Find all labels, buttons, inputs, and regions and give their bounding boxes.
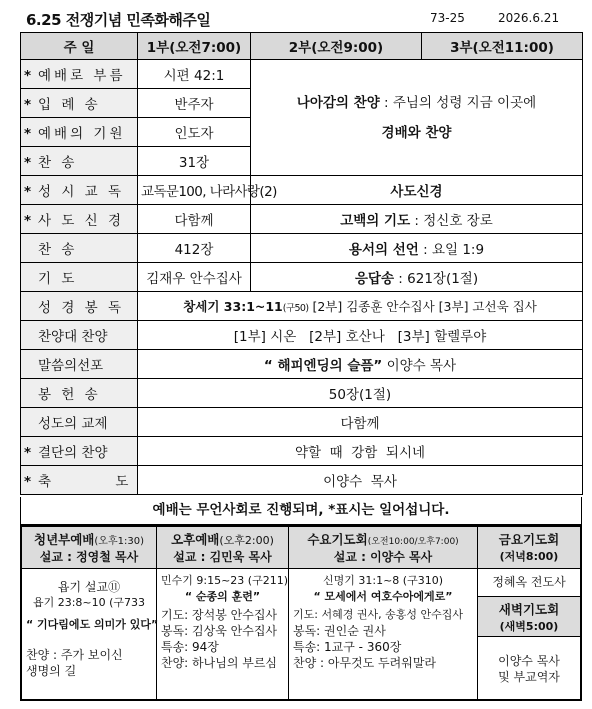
label-entrance-hymn: * 입 례 송 bbox=[21, 89, 138, 118]
wednesday-service-header: 수요기도회(오전10:00/오후7:00) 설교 : 이양수 목사 bbox=[289, 527, 477, 569]
label-fellowship: 성도의 교제 bbox=[21, 408, 138, 437]
label-responsive-reading: * 성 시 교 독 bbox=[21, 176, 138, 205]
label-prayer: 기 도 bbox=[21, 263, 138, 292]
label-choir: 찬양대 찬양 bbox=[21, 321, 138, 350]
declaration-of-forgiveness: 용서의 선언 : 요일 1:9 bbox=[251, 234, 583, 263]
value-offering: 50장(1절) bbox=[138, 379, 583, 408]
value-fellowship: 다함께 bbox=[138, 408, 583, 437]
value-opening-prayer: 인도자 bbox=[138, 118, 251, 147]
row-call-to-worship bbox=[21, 60, 583, 89]
value-hymn-1: 31장 bbox=[138, 147, 251, 176]
issue-number: 73-25 bbox=[430, 11, 465, 25]
youth-service-header: 청년부예배(오후1:30) 설교 : 정영철 목사 bbox=[22, 527, 156, 569]
row-decision-song bbox=[21, 437, 583, 466]
youth-preacher: 설교 : 정영철 목사 bbox=[39, 550, 139, 564]
label-apostles-creed: * 사 도 신 경 bbox=[21, 205, 138, 234]
row-apostles-creed bbox=[21, 205, 583, 234]
row-fellowship bbox=[21, 408, 583, 437]
label-hymn-1: * 찬 송 bbox=[21, 147, 138, 176]
standing-mark: * bbox=[24, 68, 32, 84]
youth-service bbox=[22, 527, 157, 699]
header-first-service: 1부(오전7:00) bbox=[138, 33, 251, 60]
label-scripture-reading: 성 경 봉 독 bbox=[21, 292, 138, 321]
label-sermon: 말씀의선포 bbox=[21, 350, 138, 379]
friday-service-header: 금요기도회 (저녁8:00) bbox=[478, 527, 580, 569]
value-prayer: 김재우 안수집사 bbox=[138, 263, 251, 292]
service-header-row bbox=[21, 33, 583, 60]
friday-dawn-service bbox=[478, 527, 580, 699]
friday-leader: 정혜옥 전도사 bbox=[478, 569, 580, 597]
worship-note: 예배는 무언사회로 진행되며, *표시는 일어섭니다. bbox=[20, 497, 582, 525]
row-hymn-2 bbox=[21, 234, 583, 263]
label-call-to-worship: * 예배로 부름 bbox=[21, 60, 138, 89]
bulletin-title: 6.25 전쟁기념 민족화해주일 bbox=[26, 11, 211, 29]
response-song: 응답송 : 621장(1절) bbox=[251, 263, 583, 292]
row-scripture-reading bbox=[21, 292, 583, 321]
row-benediction bbox=[21, 466, 583, 495]
bulletin-date: 2026.6.21 bbox=[498, 11, 560, 25]
value-entrance-hymn: 반주자 bbox=[138, 89, 251, 118]
value-benediction: 이양수 목사 bbox=[138, 466, 583, 495]
value-choir: [1부] 시온 [2부] 호산나 [3부] 할렐루야 bbox=[138, 321, 583, 350]
row-prayer bbox=[21, 263, 583, 292]
row-responsive-reading bbox=[21, 176, 583, 205]
confession-prayer: 고백의 기도 : 정신호 장로 bbox=[251, 205, 583, 234]
value-hymn-2: 412장 bbox=[138, 234, 251, 263]
wednesday-service bbox=[289, 527, 478, 699]
row-offering bbox=[21, 379, 583, 408]
order-of-worship-table bbox=[20, 32, 583, 495]
value-responsive-reading: 교독문100, 나라사랑(2) bbox=[138, 176, 251, 205]
row-choir bbox=[21, 321, 583, 350]
value-apostles-creed: 다함께 bbox=[138, 205, 251, 234]
header-order: 주 일 bbox=[21, 33, 138, 60]
header-third-service: 3부(오전11:00) bbox=[422, 33, 583, 60]
youth-service-body: 욥기 설교⑪ 욥기 23:8~10 (구733 “ 기다림에도 의미가 있다” 찬양 : 주가 보이신 생명의 길 bbox=[26, 580, 159, 678]
dawn-service-body: 이양수 목사 및 부교역자 bbox=[498, 654, 560, 684]
label-offering: 봉 헌 송 bbox=[21, 379, 138, 408]
afternoon-preacher: 설교 : 김민욱 목사 bbox=[173, 550, 272, 564]
dawn-service-header: 새벽기도회 (새벽5:00) bbox=[478, 597, 580, 637]
label-benediction: * 축 도 bbox=[21, 466, 138, 495]
row-sermon bbox=[21, 350, 583, 379]
label-hymn-2: 찬 송 bbox=[21, 234, 138, 263]
afternoon-service bbox=[157, 527, 289, 699]
other-services bbox=[20, 525, 582, 701]
wednesday-service-body: 신명기 31:1~8 (구310) “ 모세에서 여호수아에게로” 기도: 서혜경 권사, 송홍성 안수집사 봉독: 권인순 권사 특송: 1교구 - 360장 찬양 : 아무것도 두려워말라 bbox=[293, 574, 463, 670]
value-call-to-worship: 시편 42:1 bbox=[138, 60, 251, 89]
afternoon-service-body: 민수기 9:15~23 (구211) “ 순종의 훈련” 기도: 장석봉 안수집사 봉독: 김상욱 안수집사 특송: 94장 찬양: 하나님의 부르심 bbox=[161, 574, 288, 670]
label-opening-prayer: * 예배의 기원 bbox=[21, 118, 138, 147]
value-scripture-reading: 창세기 33:1~11(구50) [2부] 김종훈 안수집사 [3부] 고선욱 집사 bbox=[138, 292, 583, 321]
value-sermon: “ 해피엔딩의 슬픔” 이양수 목사 bbox=[138, 350, 583, 379]
praise-block: 나아감의 찬양 : 주님의 성령 지금 이곳에 경배와 찬양 bbox=[251, 60, 583, 176]
apostles-creed-right: 사도신경 bbox=[251, 176, 583, 205]
afternoon-service-header: 오후예배(오후2:00) 설교 : 김민욱 목사 bbox=[157, 527, 288, 569]
label-decision-song: * 결단의 찬양 bbox=[21, 437, 138, 466]
header-second-service: 2부(오전9:00) bbox=[251, 33, 422, 60]
wednesday-preacher: 설교 : 이양수 목사 bbox=[333, 550, 433, 564]
bulletin-header bbox=[20, 6, 582, 32]
value-decision-song: 약할 때 강함 되시네 bbox=[138, 437, 583, 466]
